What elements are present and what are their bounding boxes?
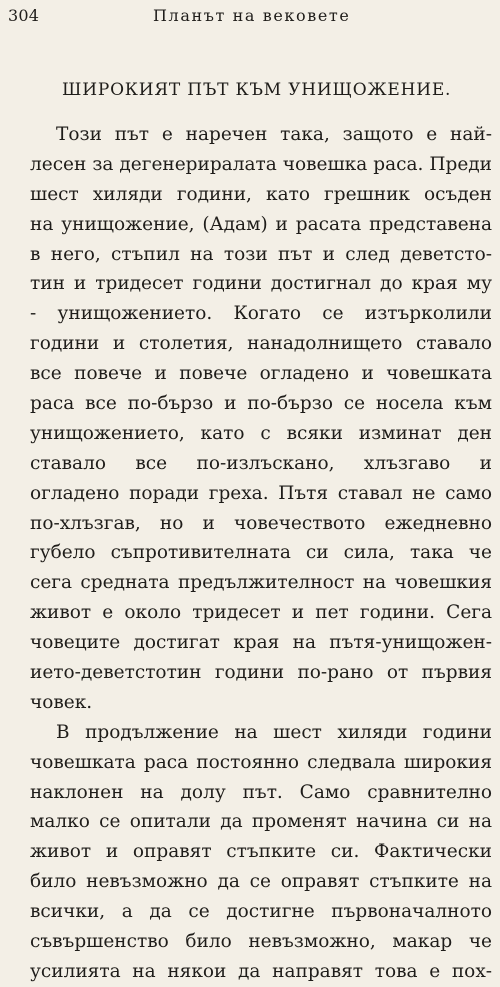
text-line: съвършенство било невъзможно, макар че bbox=[30, 931, 492, 953]
chapter-title: ШИРОКИЯТ ПЪТ КЪМ УНИЩОЖЕНИЕ. bbox=[62, 80, 452, 100]
text-line: човешката раса постоянно следвала широкия bbox=[30, 751, 492, 773]
text-line: все повече и повече огладено и човешката bbox=[30, 363, 492, 385]
text-line: шест хиляди години, като грешник осъден bbox=[30, 183, 492, 205]
text-line: унищожението, като с всяки изминат ден bbox=[30, 422, 492, 444]
page-header bbox=[8, 6, 492, 30]
text-line: усилията на някои да направят това е пох- bbox=[30, 960, 492, 982]
paragraph-2 bbox=[30, 718, 492, 987]
text-line: на унищожение, (Адам) и расата представена bbox=[30, 213, 492, 235]
text-line: сега средната предължителност на човешкия bbox=[30, 572, 492, 594]
text-line: губело съпротивителната си сила, така че bbox=[30, 542, 492, 564]
page-number: 304 bbox=[8, 6, 40, 25]
text-line: огладено поради греха. Пътя ставал не само bbox=[30, 482, 492, 504]
text-line: ставало все по-излъскано, хлъзгаво и bbox=[30, 452, 492, 474]
text-line: тин и тридесет години достигнал до края му bbox=[30, 273, 492, 295]
text-line: било невъзможно да се оправят стъпките на bbox=[30, 871, 492, 893]
text-line: лесен за дегенериралата човешка раса. Преди bbox=[30, 153, 492, 175]
text-line: човек. bbox=[30, 691, 93, 713]
text-line: наклонен на долу път. Само сравнително bbox=[30, 781, 492, 803]
text-line: по-хлъзгав, но и човечеството ежедневно bbox=[30, 512, 492, 534]
text-line: В продължение на шест хиляди години bbox=[56, 721, 492, 743]
text-line: малко се опитали да променят начина си на bbox=[30, 811, 492, 833]
text-line: - унищожението. Когато се изтърколили bbox=[30, 303, 492, 325]
text-line: раса все по-бързо и по-бързо се носела към bbox=[30, 393, 492, 415]
text-line: Този път е наречен така, защото е най- bbox=[56, 124, 492, 145]
running-title: Планът на вековете bbox=[153, 6, 351, 25]
text-line: в него, стъпил на този път и след деветсто- bbox=[30, 243, 492, 265]
text-line: години и столетия, нанадолнището ставало bbox=[30, 333, 492, 355]
text-line: ието-деветстотин години по-рано от първия bbox=[30, 662, 492, 684]
text-line: живот е около тридесет и пет години. Сега bbox=[30, 602, 492, 624]
paragraph-1 bbox=[30, 120, 492, 718]
text-line: живот и оправят стъпките си. Фактически bbox=[30, 841, 492, 863]
text-line: човеците достигат края на пътя-унищожен- bbox=[30, 632, 492, 654]
text-line: всички, а да се достигне първоначалното bbox=[30, 901, 492, 923]
body-text bbox=[30, 120, 492, 987]
